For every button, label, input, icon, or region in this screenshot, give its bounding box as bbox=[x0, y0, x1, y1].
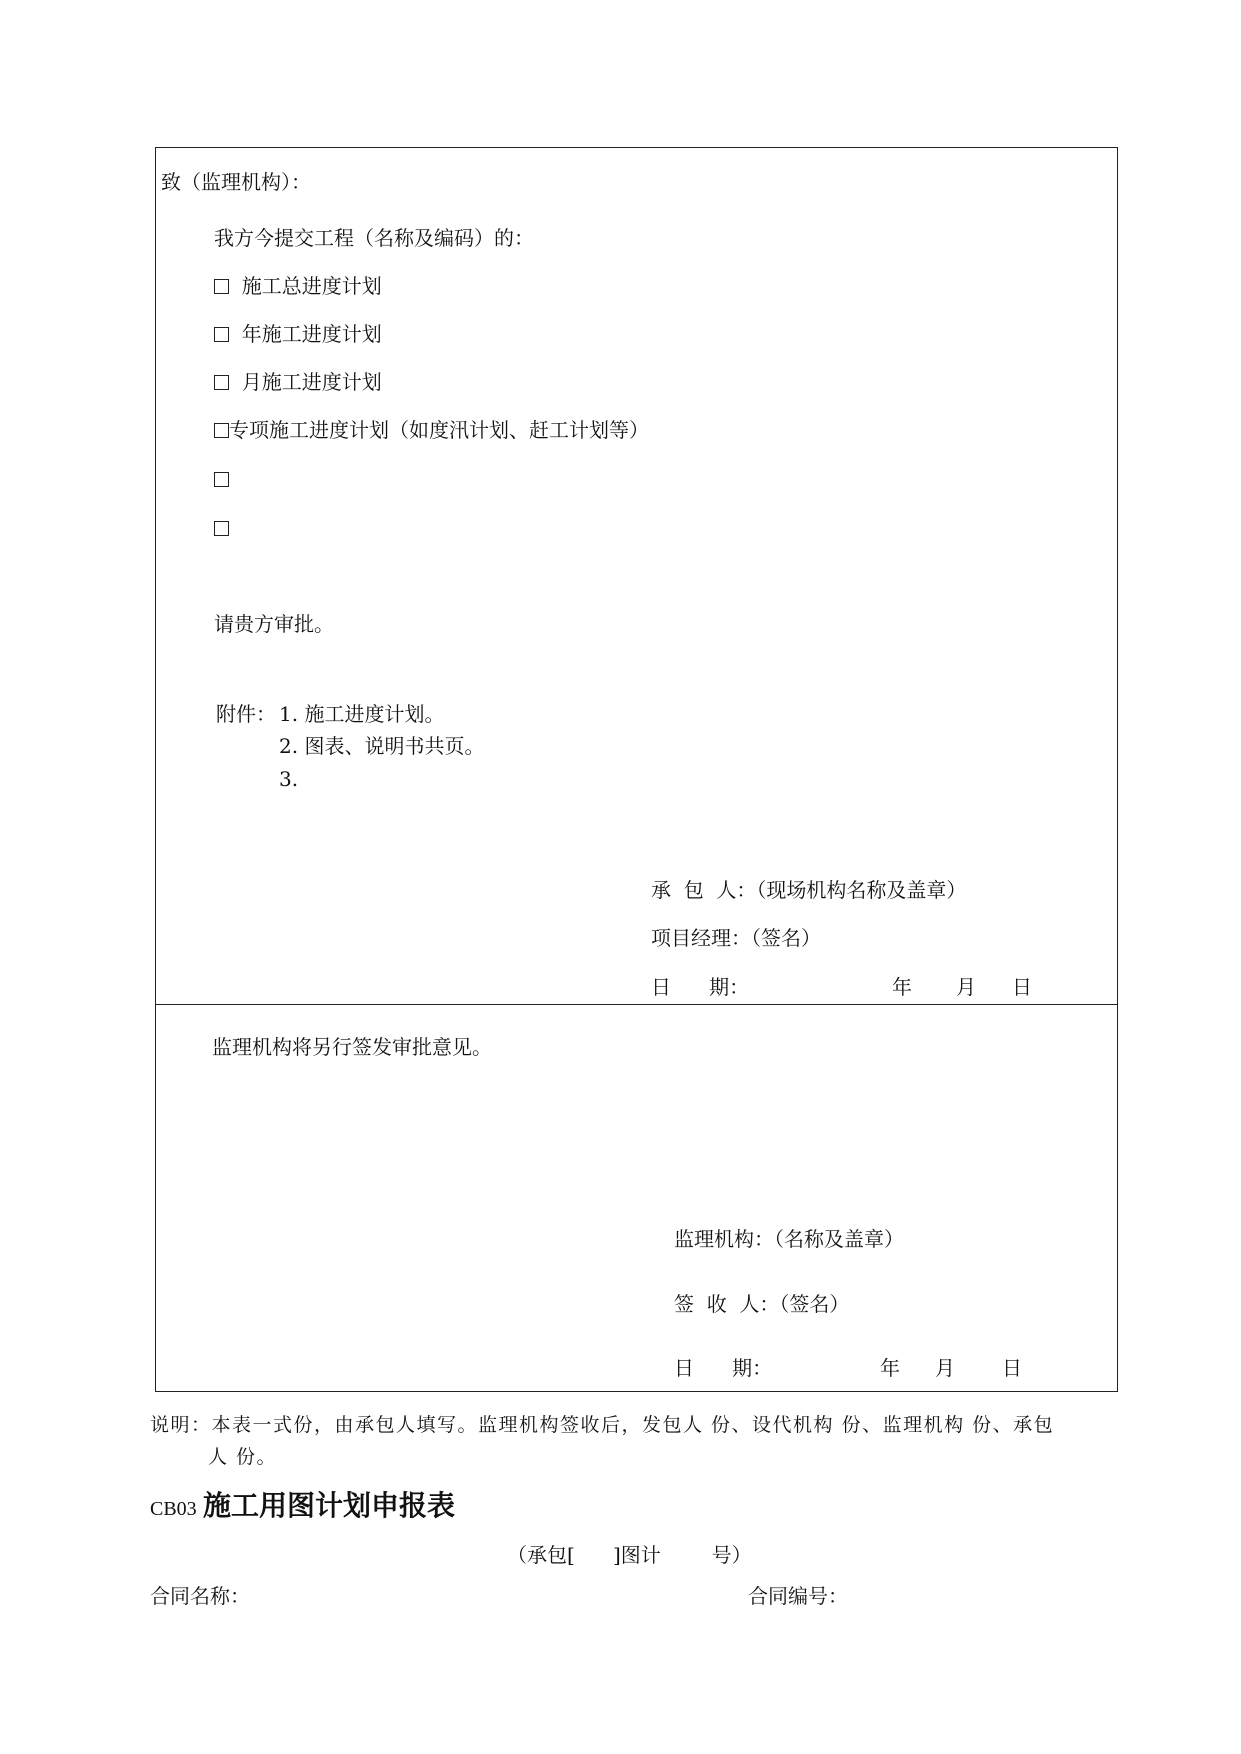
receiver-label: 签 收 人：（签名） bbox=[674, 1292, 850, 1316]
checkbox[interactable] bbox=[214, 279, 229, 294]
checkbox[interactable] bbox=[214, 327, 229, 342]
date-month: 月 bbox=[935, 1356, 955, 1380]
form-heading bbox=[150, 1489, 456, 1522]
form-code: CB03 bbox=[150, 1498, 197, 1520]
note-line: 说明：本表一式份，由承包人填写。监理机构签收后，发包人 份、设代机构 份、监理机构 份、承包 bbox=[150, 1414, 1055, 1436]
intro-text: 我方今提交工程（名称及编码）的： bbox=[214, 226, 534, 250]
date-year: 年 bbox=[892, 975, 912, 999]
form-number: （承包[ ]图计 号） bbox=[507, 1543, 752, 1567]
attachments-label: 附件： bbox=[216, 702, 276, 726]
date-month: 月 bbox=[956, 975, 976, 999]
option-total-plan[interactable] bbox=[214, 276, 382, 296]
checkbox[interactable] bbox=[214, 423, 229, 438]
option-blank-1[interactable] bbox=[214, 469, 229, 489]
opinion-text: 监理机构将另行签发审批意见。 bbox=[212, 1035, 492, 1059]
checkbox[interactable] bbox=[214, 472, 229, 487]
option-monthly-plan[interactable] bbox=[214, 372, 382, 392]
attachment-item: 1. 施工进度计划。 bbox=[279, 702, 445, 726]
request-text: 请贵方审批。 bbox=[214, 612, 334, 636]
supervisor-org-label: 监理机构：（名称及盖章） bbox=[674, 1227, 904, 1251]
attachment-item: 2. 图表、说明书共页。 bbox=[279, 734, 485, 758]
addressee: 致（监理机构）： bbox=[161, 170, 311, 194]
manager-label: 项目经理：（签名） bbox=[651, 926, 821, 950]
contractor-label: 承 包 人：（现场机构名称及盖章） bbox=[651, 878, 967, 902]
form-title: 施工用图计划申报表 bbox=[203, 1489, 456, 1522]
date-year: 年 bbox=[880, 1356, 900, 1380]
date-label: 日 期： bbox=[651, 975, 750, 999]
date-day: 日 bbox=[1012, 975, 1032, 999]
checkbox[interactable] bbox=[214, 521, 229, 536]
date-day: 日 bbox=[1002, 1356, 1022, 1380]
option-special-plan[interactable] bbox=[214, 420, 649, 440]
checkbox[interactable] bbox=[214, 375, 229, 390]
contract-name-label: 合同名称： bbox=[150, 1584, 250, 1608]
option-label: 施工总进度计划 bbox=[241, 274, 382, 298]
date-label: 日 期： bbox=[674, 1356, 773, 1380]
note-line: 人 份。 bbox=[208, 1446, 278, 1468]
option-label: 年施工进度计划 bbox=[241, 322, 382, 346]
attachment-item: 3. bbox=[279, 767, 299, 791]
option-label: 月施工进度计划 bbox=[241, 370, 382, 394]
option-label: 专项施工进度计划（如度汛计划、赶工计划等） bbox=[229, 418, 649, 442]
contract-no-label: 合同编号： bbox=[748, 1584, 848, 1608]
option-blank-2[interactable] bbox=[214, 518, 229, 538]
table-divider bbox=[155, 1004, 1118, 1005]
option-annual-plan[interactable] bbox=[214, 324, 382, 344]
